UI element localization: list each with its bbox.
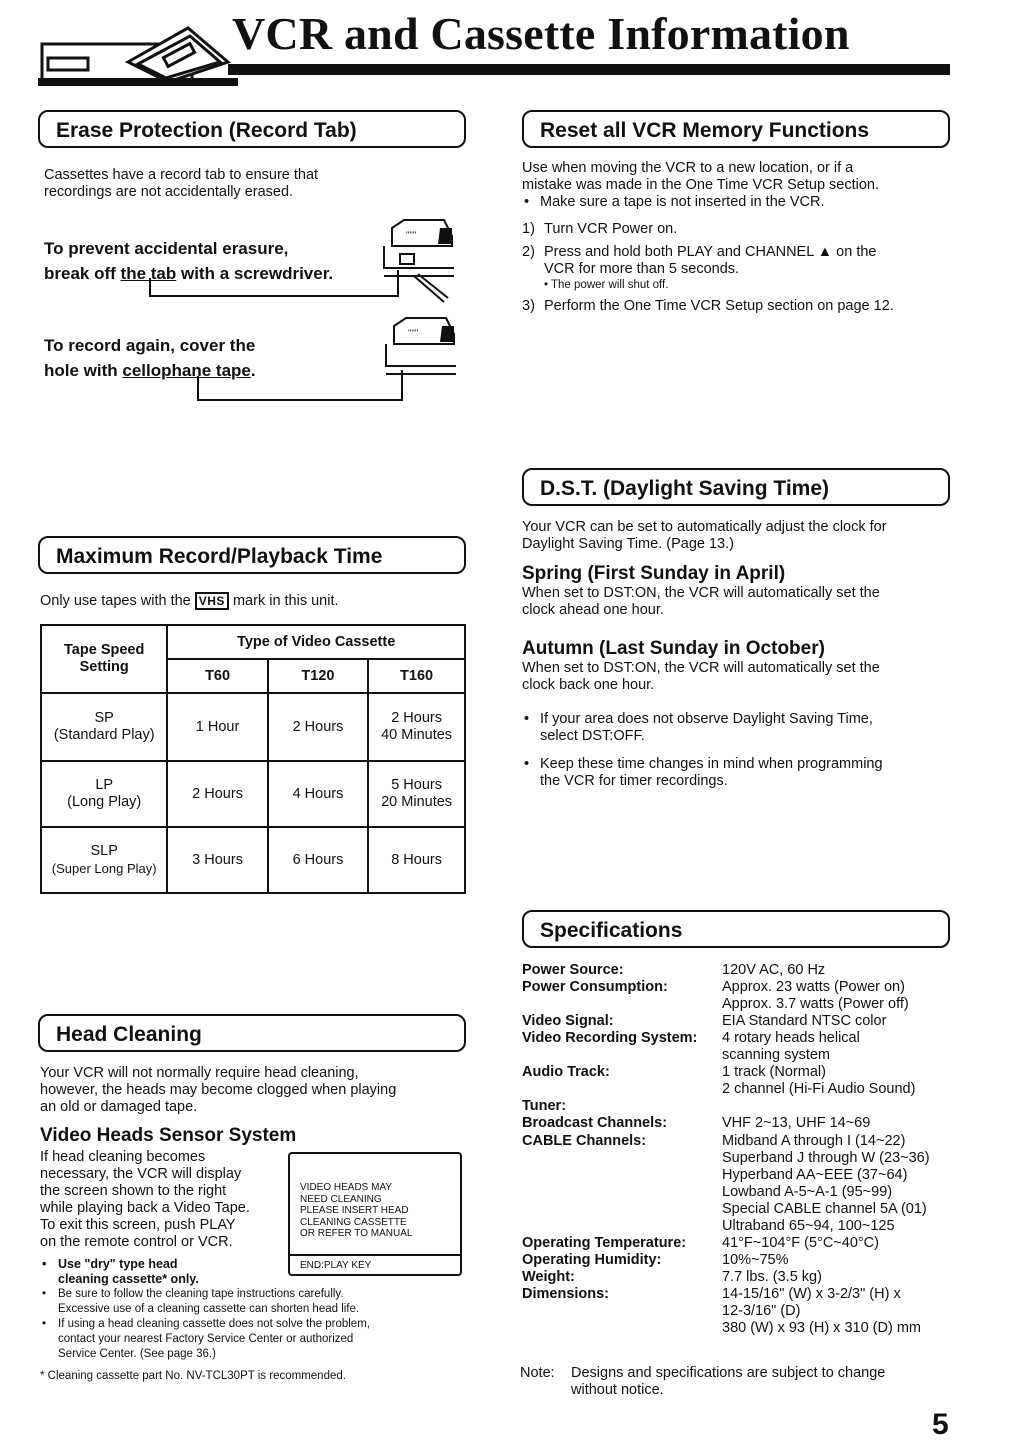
spec-value: 120V AC, 60 Hz [722, 962, 826, 978]
spec-value: 1 track (Normal) [722, 1064, 826, 1081]
spec-value: 10%~75% [722, 1251, 789, 1268]
prevent-text-a: break off [44, 264, 121, 283]
specifications-heading: Specifications [522, 910, 950, 948]
screen-divider [290, 1254, 460, 1256]
spec-note [571, 1365, 885, 1399]
time-cell: 2 Hours [167, 761, 267, 827]
speed-desc: (Long Play) [67, 794, 142, 810]
time-cell: 6 Hours [268, 827, 368, 893]
spec-label: Operating Humidity: [522, 1251, 662, 1268]
cellophane-underlined: cellophane tape [122, 361, 251, 380]
bullet-line: Service Center. (See page 36.) [58, 1348, 216, 1360]
bullet-service-center [40, 1317, 460, 1362]
time-cell [368, 693, 465, 761]
spec-value: scanning system [722, 1047, 830, 1064]
spec-value: 7.7 lbs. (3.5 kg) [722, 1268, 822, 1285]
page-number: 5 [932, 1408, 949, 1441]
speed-desc: (Standard Play) [53, 727, 155, 743]
dst-bullet-off [522, 711, 952, 745]
time-cell: 1 Hour [167, 693, 267, 761]
bullet-line: select DST:OFF. [540, 728, 645, 744]
spec-value: 14-15/16" (W) x 3-2/3" (H) x [722, 1285, 901, 1302]
time-cell [368, 761, 465, 827]
speed-desc: (Super Long Play) [51, 861, 157, 876]
step-text: Turn VCR Power on. [544, 221, 678, 237]
speed-name: LP [95, 777, 114, 793]
step-text: Perform the One Time VCR Setup section on page 12. [544, 298, 894, 314]
reset-step-2 [522, 244, 952, 292]
time-line: 2 Hours [391, 710, 442, 726]
reset-line: Use when moving the VCR to a new location, or if a [522, 160, 854, 176]
header-cassette-type: Type of Video Cassette [167, 625, 465, 659]
spec-label: CABLE Channels: [522, 1132, 647, 1149]
sensor-line: necessary, the VCR will display [40, 1166, 242, 1182]
speed-cell [41, 827, 167, 893]
autumn-title: Autumn (Last Sunday in October) [522, 638, 825, 659]
spec-label: Operating Temperature: [522, 1234, 687, 1251]
spec-label: Power Source: [522, 962, 624, 978]
autumn-line: When set to DST:ON, the VCR will automatically set the [522, 660, 880, 676]
spec-value: Special CABLE channel 5A (01) [722, 1200, 927, 1217]
spring-line: When set to DST:ON, the VCR will automatically set the [522, 585, 880, 601]
header-tape-speed: Tape Speed Setting [41, 625, 167, 693]
spec-note-label: Note: [520, 1365, 555, 1381]
dst-body [522, 519, 952, 790]
vhs-note-a: Only use tapes with the [40, 593, 195, 609]
bullet-line: • Keep these time changes in mind when programming [540, 756, 883, 772]
reset-body [522, 160, 952, 315]
bullet-dry-cassette [40, 1257, 460, 1287]
bullet-line: • Use "dry" type head [58, 1257, 178, 1271]
spec-value: 4 rotary heads helical [722, 1030, 860, 1047]
intro-line: Your VCR will not normally require head cleaning, [40, 1065, 359, 1081]
step-number: 3) [522, 298, 535, 314]
vhs-logo: VHS [195, 592, 229, 610]
spec-label: Video Recording System: [522, 1030, 698, 1047]
svg-text:'''''': '''''' [408, 328, 419, 338]
spec-value: Lowband A-5~A-1 (95~99) [722, 1183, 893, 1200]
screen-message [300, 1182, 412, 1240]
head-cleaning-heading: Head Cleaning [38, 1014, 466, 1052]
spec-label: Dimensions: [522, 1285, 610, 1302]
spring-line: clock ahead one hour. [522, 602, 664, 618]
bullet-line: the VCR for timer recordings. [540, 773, 728, 789]
cassette-cover-illustration [196, 316, 460, 404]
vhs-note [40, 593, 339, 610]
spec-value: 41°F~104°F (5°C~40°C) [722, 1234, 879, 1251]
spec-label: Weight: [522, 1268, 575, 1285]
prevent-text-c: with a screwdriver. [176, 264, 334, 283]
reset-step-1 [522, 221, 952, 238]
record-time-table [40, 624, 466, 894]
intro-line: an old or damaged tape. [40, 1099, 198, 1115]
speed-cell [41, 761, 167, 827]
sensor-system-title: Video Heads Sensor System [40, 1125, 297, 1146]
screen-line: OR REFER TO MANUAL [300, 1228, 413, 1239]
table-row [41, 827, 465, 893]
prevent-line-1: To prevent accidental erasure, [44, 239, 289, 258]
time-line: 20 Minutes [381, 794, 453, 810]
speed-name: SLP [90, 843, 118, 859]
record-text-c: . [250, 361, 256, 380]
note-line: Designs and specifications are subject to change [571, 1365, 886, 1381]
bullet-line: • If using a head cleaning cassette does not solve the problem, [58, 1318, 370, 1330]
reset-bullet: • Make sure a tape is not inserted in the VCR. [522, 194, 952, 211]
speed-name: SP [94, 710, 114, 726]
reset-heading: Reset all VCR Memory Functions [522, 110, 950, 148]
step-text: VCR for more than 5 seconds. [544, 261, 740, 277]
dst-line: Your VCR can be set to automatically adjust the clock for [522, 519, 887, 535]
spec-value: EIA Standard NTSC color [722, 1013, 887, 1030]
header-t120: T120 [268, 659, 368, 693]
vhs-note-b: mark in this unit. [228, 593, 339, 609]
head-cleaning-intro [40, 1065, 396, 1116]
sensor-line: on the remote control or VCR. [40, 1234, 233, 1250]
spec-label: Tuner: [522, 1098, 567, 1115]
time-cell: 8 Hours [368, 827, 465, 893]
screen-end-key: END:PLAY KEY [300, 1260, 372, 1271]
erase-intro [44, 167, 318, 201]
intro-line: however, the heads may become clogged when playing [40, 1082, 397, 1098]
erase-protection-heading: Erase Protection (Record Tab) [38, 110, 466, 148]
svg-text:'''''': '''''' [406, 230, 417, 240]
time-cell: 2 Hours [268, 693, 368, 761]
dst-line: Daylight Saving Time. (Page 13.) [522, 536, 734, 552]
header-t160: T160 [368, 659, 465, 693]
sensor-line: while playing back a Video Tape. [40, 1200, 250, 1216]
tab-underlined: the tab [120, 264, 177, 283]
time-cell: 3 Hours [167, 827, 267, 893]
spec-value: 380 (W) x 93 (H) x 310 (D) mm [722, 1320, 921, 1337]
reset-step-3 [522, 298, 952, 315]
cleaning-footnote: * Cleaning cassette part No. NV-TCL30PT is recommended. [40, 1370, 346, 1382]
spec-label: Broadcast Channels: [522, 1115, 668, 1132]
spec-value: VHF 2~13, UHF 14~69 [722, 1115, 871, 1132]
bullet-instructions [40, 1287, 460, 1317]
time-line: 40 Minutes [381, 727, 453, 743]
spec-value: Midband A through I (14~22) [722, 1132, 906, 1149]
dst-heading: D.S.T. (Daylight Saving Time) [522, 468, 950, 506]
cassette-tab-illustration [148, 218, 460, 306]
screen-line: VIDEO HEADS MAY [300, 1182, 393, 1193]
spec-value: Approx. 23 watts (Power on) [722, 979, 905, 996]
bullet-line: Excessive use of a cleaning cassette can shorten head life. [58, 1303, 360, 1315]
spec-label: Video Signal: [522, 1013, 614, 1030]
time-cell: 4 Hours [268, 761, 368, 827]
bullet-line: • Be sure to follow the cleaning tape instructions carefully. [58, 1288, 344, 1300]
cleaning-notes [40, 1257, 460, 1362]
step-text: Press and hold both PLAY and CHANNEL ▲ on the [544, 244, 877, 260]
spec-value: 12-3/16" (D) [722, 1303, 801, 1319]
dst-bullet-timer [522, 756, 952, 790]
table-row [41, 761, 465, 827]
sensor-description [40, 1149, 250, 1251]
spring-title: Spring (First Sunday in April) [522, 563, 786, 584]
spec-value: 2 channel (Hi-Fi Audio Sound) [722, 1081, 916, 1098]
note-line: without notice. [571, 1382, 664, 1398]
record-line-1: To record again, cover the [44, 336, 256, 355]
spec-label: Audio Track: [522, 1064, 610, 1081]
sensor-line: If head cleaning becomes [40, 1149, 206, 1165]
erase-intro-line: Cassettes have a record tab to ensure that [44, 167, 319, 183]
bullet-line: cleaning cassette* only. [58, 1272, 199, 1286]
table-row [41, 693, 465, 761]
max-record-heading: Maximum Record/Playback Time [38, 536, 466, 574]
screen-line: NEED CLEANING [300, 1193, 382, 1205]
spec-label: Power Consumption: [522, 979, 668, 996]
sensor-line: the screen shown to the right [40, 1183, 227, 1199]
autumn-line: clock back one hour. [522, 677, 655, 693]
speed-cell [41, 693, 167, 761]
screen-line: PLEASE INSERT HEAD [300, 1205, 409, 1216]
spec-value: Approx. 3.7 watts (Power off) [722, 996, 909, 1013]
title-rule [228, 64, 950, 75]
bullet-line: contact your nearest Factory Service Center or authorized [58, 1333, 354, 1345]
page-title: VCR and Cassette Information [232, 8, 850, 59]
erase-intro-line: recordings are not accidentally erased. [44, 184, 294, 200]
screen-line: CLEANING CASSETTE [300, 1216, 407, 1228]
spec-value: Hyperband AA~EEE (37~64) [722, 1166, 908, 1183]
spec-value: Ultraband 65~94, 100~125 [722, 1217, 895, 1234]
header-t60: T60 [167, 659, 267, 693]
record-text-a: hole with [44, 361, 123, 380]
sensor-line: To exit this screen, push PLAY [40, 1217, 236, 1233]
spec-value: Superband J through W (23~36) [722, 1149, 930, 1166]
time-line: 5 Hours [391, 777, 442, 793]
bullet-line: • If your area does not observe Daylight Saving Time, [540, 711, 873, 727]
step-note: • The power will shut off. [544, 279, 669, 291]
step-number: 2) [522, 244, 535, 260]
step-number: 1) [522, 221, 535, 237]
vcr-cassette-icon [38, 22, 238, 88]
reset-line: mistake was made in the One Time VCR Setup section. [522, 177, 880, 193]
